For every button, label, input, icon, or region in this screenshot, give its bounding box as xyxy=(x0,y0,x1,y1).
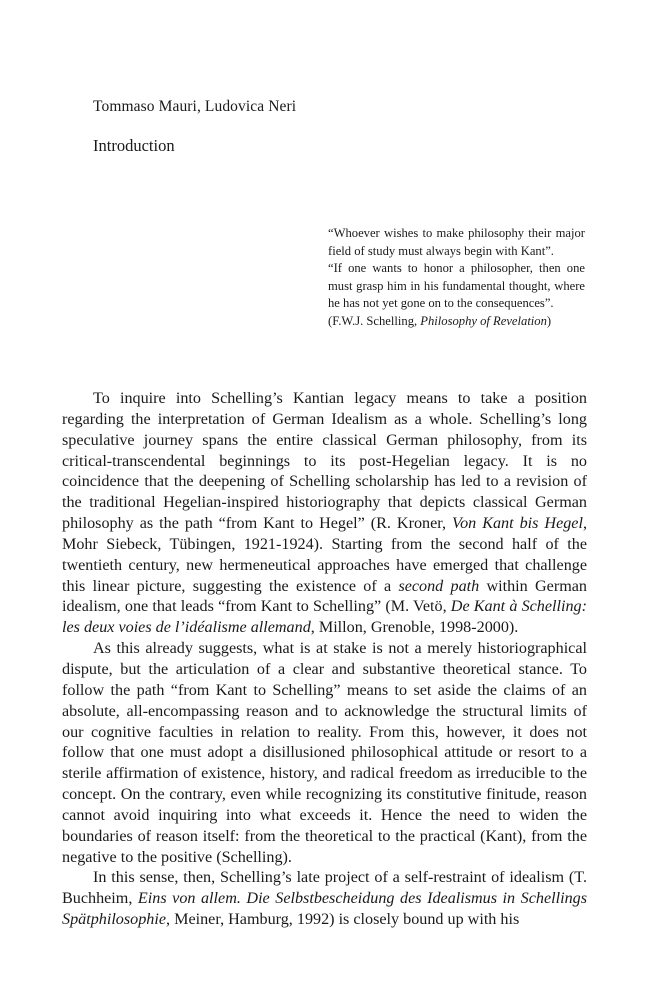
p1-italic-second-path: second path xyxy=(398,577,480,595)
paragraph-1 xyxy=(62,389,587,639)
paragraph-2: As this already suggests, what is at stake is not a merely historiographical dispute, but the articulation of a clear and substantive theoretical stance. To follow the path “from Kant to Schelling” means to set aside the claims of an absolute, all-encompassing reason and to acknowledge the structural limits of our cognitive faculties in relation to reality. From this, however, it does not follow that one must adopt a disillusioned philosophical attitude or resort to a sterile affirmation of existence, history, and radical freedom as irreducible to the concept. On the contrary, even while recognizing its constitutive finitude, reason cannot avoid inquiring into what exceeds it. Hence the need to widen the boundaries of reason itself: from the theoretical to the practical (Kant), from the negative to the positive (Schelling). xyxy=(62,640,587,866)
p1-text-a: To inquire into Schelling’s Kantian legacy means to take a position regarding the interpretation of German Idealism as a whole. Schelling’s long speculative journey spans the entire classical German philosophy, from its critical-transcendental beginnings to its post-Hegelian legacy. It is no coincidence that the deepening of Schelling scholarship has led to a revision of the traditional Hegelian-inspired historiography that depicts classical German philosophy as the path “from Kant to Hegel” (R. Kroner, xyxy=(62,390,587,533)
attribution-work: Philosophy of Revelation xyxy=(420,313,547,328)
p1-text-g: , Millon, Grenoble, 1998-2000). xyxy=(310,619,519,637)
p1-italic-veto: De Kant à Schelling: les deux voies de l’idéalisme allemand xyxy=(62,598,588,637)
p3-text-c: , Meiner, Hamburg, 1992) is closely bound up with his xyxy=(166,911,520,929)
p1-text-c: , Mohr Siebeck, Tübingen, 1921-1924). Starting from the second half of the twentieth century, new hermeneutical approaches have emerged that challenge this linear picture, suggesting the existence of a xyxy=(62,515,587,595)
attribution-suffix: ) xyxy=(546,313,552,328)
epigraph xyxy=(328,225,585,331)
attribution-prefix: (F.W.J. Schelling, xyxy=(328,313,421,328)
chapter-authors: Tommaso Mauri, Ludovica Neri xyxy=(93,98,297,115)
p3-italic-buchheim: Eins von allem. Die Selbstbescheidung des Idealismus in Schellings Spätphilosophie xyxy=(62,890,587,929)
paragraph-3 xyxy=(62,868,587,931)
epigraph-quote-2: “If one wants to honor a philosopher, then one must grasp him in his fundamental thought, where he has not yet gone on to the consequences”. xyxy=(328,261,585,311)
chapter-title: Introduction xyxy=(93,136,175,155)
epigraph-quote-1: “Whoever wishes to make philosophy their major field of study must always begin with Kant”. xyxy=(328,226,585,258)
p1-text-e: within German idealism, one that leads “from Kant to Schelling” (M. Vetö, xyxy=(62,577,587,616)
body-text xyxy=(62,389,587,931)
epigraph-attribution xyxy=(328,313,585,331)
p1-italic-kroner: Von Kant bis Hegel xyxy=(452,515,583,533)
p3-text-a: In this sense, then, Schelling’s late project of a self-restraint of idealism (T. Buchheim, xyxy=(62,869,587,908)
